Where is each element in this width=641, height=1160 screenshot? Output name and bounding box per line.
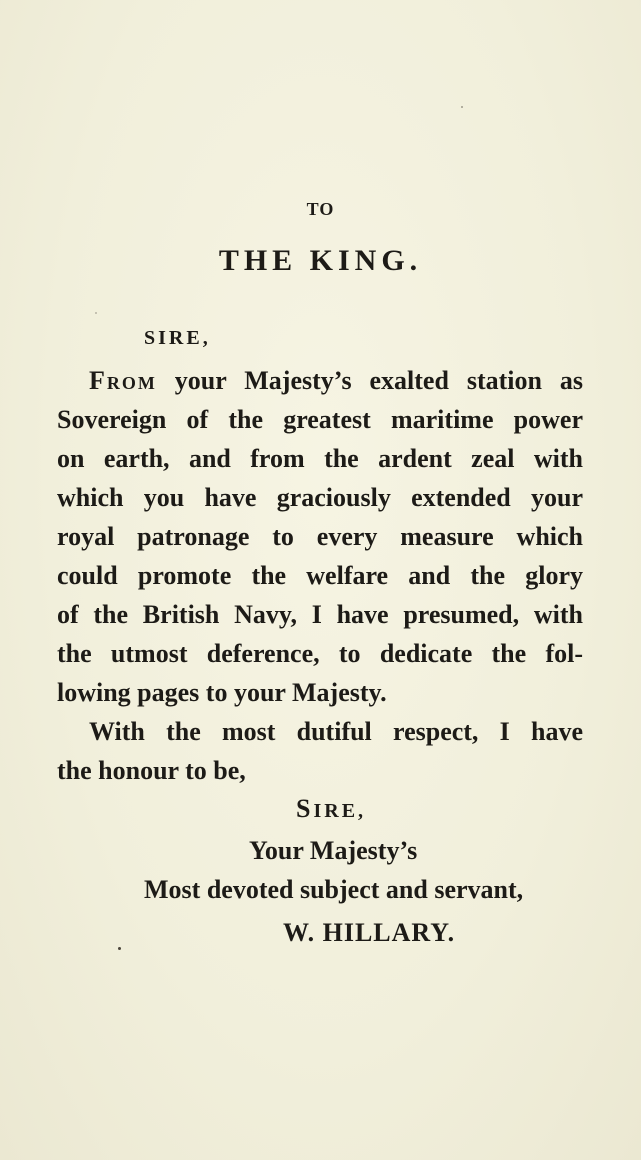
paragraph-line: the utmost deference, to dedicate the fol- <box>57 639 583 668</box>
sire-initial: S <box>296 794 314 823</box>
paragraph-line <box>57 361 583 400</box>
paragraph-line: the honour to be, <box>57 756 246 785</box>
signature: W. HILLARY. <box>283 918 456 947</box>
dedication-paragraph-2 <box>57 712 583 790</box>
paragraph-line: of the British Navy, I have presumed, with <box>57 600 583 629</box>
dedication-to: TO <box>306 199 335 219</box>
salutation: SIRE, <box>144 327 211 349</box>
ink-speck <box>95 312 97 314</box>
paragraph-line: royal patronage to every measure which <box>57 522 583 551</box>
dedication-paragraph-1 <box>57 361 583 712</box>
closing-your-majesty: Your Majesty’s <box>249 836 418 865</box>
sire-rest: IRE, <box>313 800 367 822</box>
paragraph-line: on earth, and from the ardent zeal with <box>57 444 583 473</box>
line-text: your Majesty’s exalted station as <box>174 366 583 395</box>
closing-sire <box>296 794 366 824</box>
paragraph-line: lowing pages to your Majesty. <box>57 678 387 707</box>
ink-speck <box>118 947 121 950</box>
closing-devoted-servant: Most devoted subject and servant, <box>144 875 524 904</box>
ink-speck <box>461 106 463 108</box>
paragraph-line: which you have graciously extended your <box>57 483 583 512</box>
paragraph-line: could promote the welfare and the glory <box>57 561 583 590</box>
opening-word: From <box>89 366 157 395</box>
paragraph-line: With the most dutiful respect, I have <box>89 717 583 746</box>
paragraph-line: Sovereign of the greatest maritime power <box>57 405 583 434</box>
dedication-title: THE KING. <box>218 244 423 277</box>
